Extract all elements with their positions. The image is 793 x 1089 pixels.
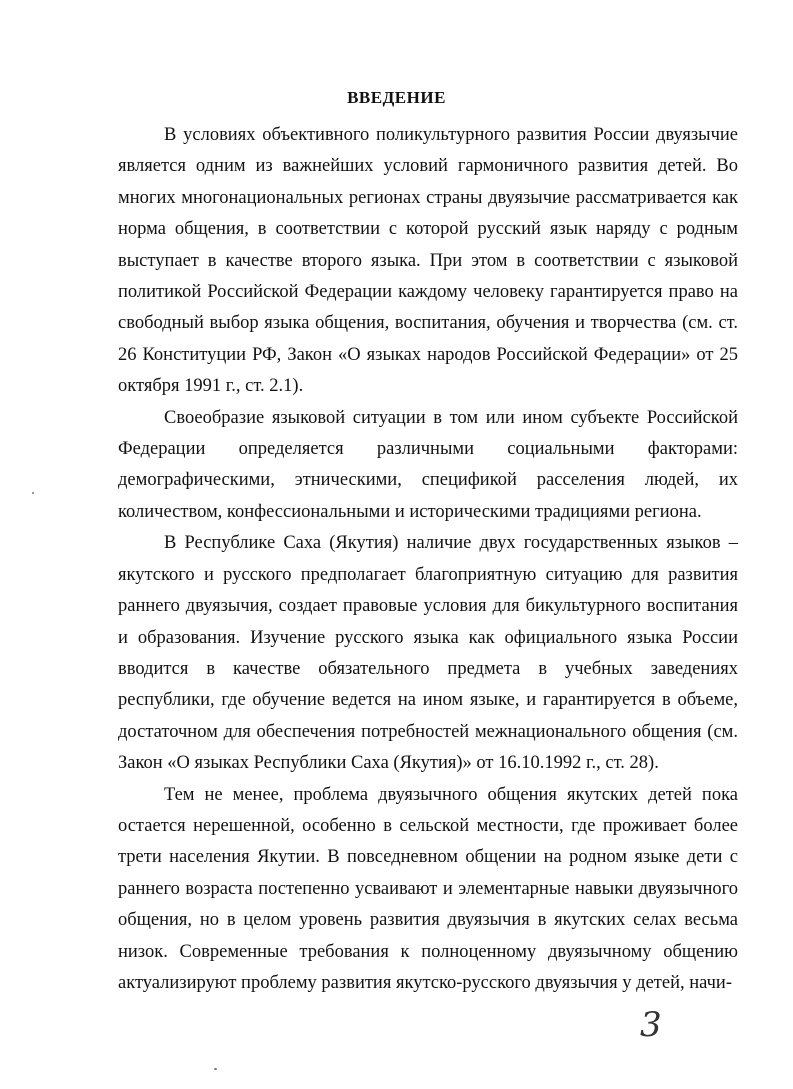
- body-text: [118, 120, 738, 999]
- paragraph-1: В условиях объективного поликультурного развития России двуязычие является одним из важнейших условий гармоничного развития детей. Во многих многонациональных регионах страны двуязычие рассматривается как норма общения, в соответствии с которой русский язык наряду с родным выступает в качестве второго языка. При этом в соответствии с языковой политикой Российской Федерации каждому человеку гарантируется право на свободный выбор языка общения, воспитания, обучения и творчества (см. ст. 26 Конституции РФ, Закон «О языках народов Российской Федерации» от 25 октября 1991 г., ст. 2.1).: [118, 125, 738, 397]
- paragraph-2: Своеобразие языковой ситуации в том или ином субъекте Российской Федерации определяется различными социальными факторами: демографическими, этническими, спецификой расселения людей, их количеством, конфессиональными и историческими традициями региона.: [118, 407, 738, 522]
- scan-speck: [32, 492, 34, 494]
- page-number: 3: [640, 1005, 662, 1045]
- paragraph-3: В Республике Саха (Якутия) наличие двух государственных языков – якутского и русского предполагает благоприятную ситуацию для развития раннего двуязычия, создает правовые условия для бикультурного воспитания и образования. Изучение русского языка как официального языка России вводится в качестве обязательного предмета в учебных заведениях республики, где обучение ведется на ином языке, и гарантируется в объеме, достаточном для обеспечения потребностей межнационального общения (см. Закон «О языках Республики Саха (Якутия)» от 16.10.1992 г., ст. 28).: [118, 533, 738, 774]
- scan-speck: [214, 1068, 217, 1070]
- page-title: ВВЕДЕНИЕ: [347, 88, 446, 107]
- paragraph-4: Тем не менее, проблема двуязычного общения якутских детей пока остается нерешенной, особенно в сельской местности, где проживает более трети населения Якутии. В повседневном общении на родном языке дети с раннего возраста постепенно усваивают и элементарные навыки двуязычного общения, но в целом уровень развития двуязычия в якутских селах весьма низок. Современные требования к полноценному двуязычному общению актуализируют проблему развития якутско-русского двуязычия у детей, начи-: [118, 784, 738, 993]
